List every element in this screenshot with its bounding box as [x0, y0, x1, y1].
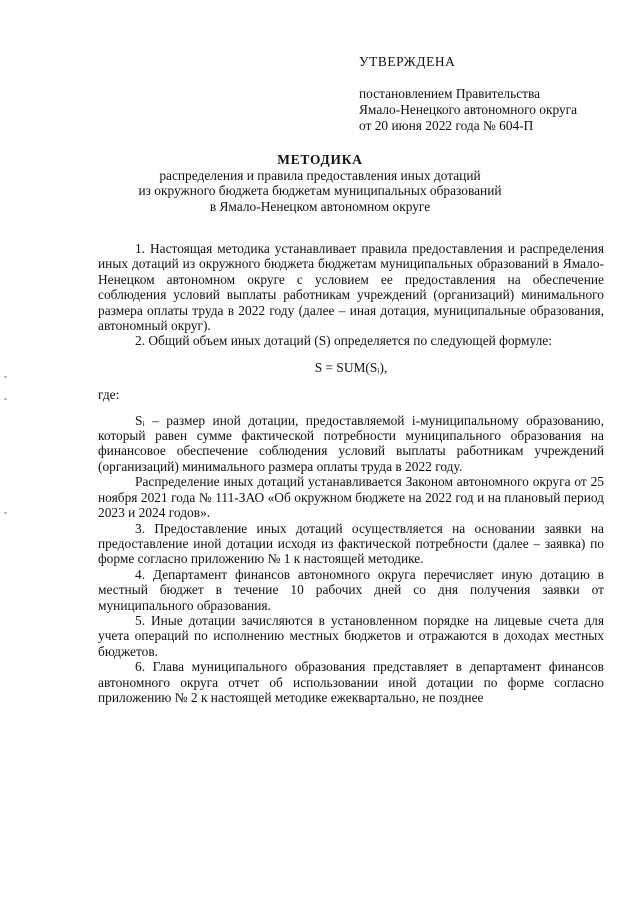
scan-artifact	[4, 398, 7, 400]
scan-artifact	[4, 512, 7, 514]
approval-line: Ямало-Ненецкого автономного округа	[359, 102, 578, 117]
paragraph-6: 6. Глава муниципального образования представляет в департамент финансов автономного округа отчет об использовании иной дотации по форме согласно приложению № 2 к настоящей методике ежеквартально, не позднее	[98, 659, 604, 705]
paragraph-distribution: Распределение иных дотаций устанавливается Законом автономного округа от 25 ноября 2021 года № 111-ЗАО «Об окружном бюджете на 2022 год и на плановый период 2023 и 2024 годов».	[98, 474, 604, 521]
paragraph-si-definition: Sᵢ – размер иной дотации, предоставляемой i-муниципальному образованию, который равен сумме фактической потребности муниципального образования на финансовое обеспечение соблюдения условий выплаты работникам учреждений (организаций) минимального размера оплаты труда в 2022 году.	[98, 412, 604, 474]
scan-artifact	[4, 376, 7, 378]
where-label: где:	[98, 387, 120, 403]
approval-heading: УТВЕРЖДЕНА	[359, 54, 456, 69]
paragraph-1: 1. Настоящая методика устанавливает правила предоставления и распределения иных дотаций из окружного бюджета бюджетам муниципальных образований в Ямало-Ненецком автономном округе с условием ее предоставления на обеспечение соблюдения условий выплаты работникам учреждений (организаций) минимального размера оплаты труда в 2022 году (далее – иная дотация, муниципальные образования, автономный округ).	[98, 241, 604, 334]
document-title: МЕТОДИКА	[277, 152, 363, 167]
document-subtitle-line: в Ямало-Ненецком автономном округе	[209, 198, 431, 214]
paragraph-2: 2. Общий объем иных дотаций (S) определяется по следующей формуле:	[135, 333, 552, 349]
document-subtitle-line: распределения и правила предоставления иных дотаций	[159, 167, 481, 183]
approval-line: постановлением Правительства	[359, 86, 541, 101]
approval-block	[359, 54, 629, 134]
paragraph-4: 4. Департамент финансов автономного округа перечисляет иную дотацию в местный бюджет в течение 10 рабочих дней со дня получения заявки от муниципального образования.	[98, 566, 604, 613]
document-subtitle-line: из окружного бюджета бюджетам муниципальных образований	[138, 183, 502, 198]
document-title-block	[100, 152, 540, 214]
paragraph-5: 5. Иные дотации зачисляются в установленном порядке на лицевые счета для учета операций по исполнению местных бюджетов и отражаются в доходах местных бюджетов.	[98, 612, 604, 659]
formula: S = SUM(Sᵢ),	[314, 359, 388, 375]
document-body	[98, 241, 604, 705]
paragraph-3: 3. Предоставление иных дотаций осуществляется на основании заявки на предоставление иной дотации исходя из фактической потребности (далее – заявка) по форме согласно приложению № 1 к настоящей методике.	[98, 520, 604, 567]
approval-line: от 20 июня 2022 года № 604-П	[359, 118, 534, 133]
